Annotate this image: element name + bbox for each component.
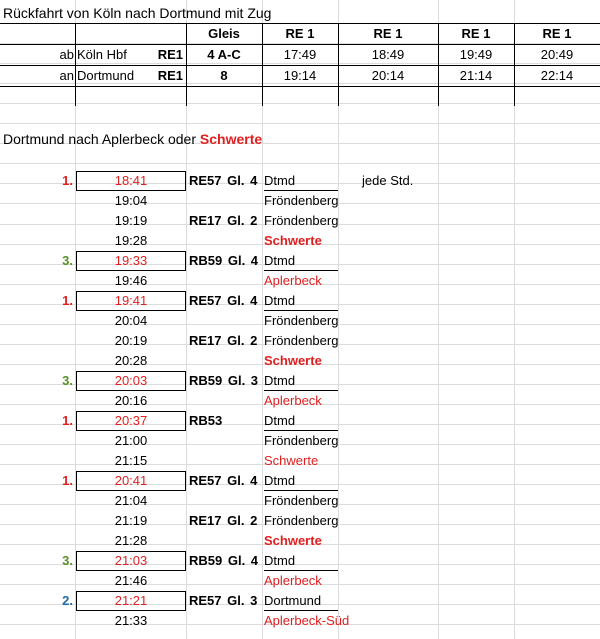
dep-time-2: 18:49 <box>371 47 405 62</box>
departure-time: 19:28 <box>114 233 148 248</box>
destination: Schwerte <box>264 533 322 548</box>
train-line: RB59 Gl. 4 <box>189 253 259 268</box>
connection-number: 2. <box>62 593 73 608</box>
connection-number <box>0 191 73 211</box>
destination: Schwerte <box>264 353 322 368</box>
departure-time: 21:46 <box>114 573 148 588</box>
connection-number <box>0 431 73 451</box>
destination: Dortmund <box>264 591 338 611</box>
connection-number <box>0 351 73 371</box>
destination: Schwerte <box>264 233 322 248</box>
departure-time: 20:28 <box>114 353 148 368</box>
row-station-koeln: Köln Hbf <box>77 47 127 62</box>
train-line: RE57 Gl. 4 <box>189 473 258 488</box>
destination: Fröndenberg <box>264 433 339 448</box>
connection-number: 1. <box>62 413 73 428</box>
departure-time: 20:19 <box>114 333 148 348</box>
destination: Schwerte <box>264 453 319 468</box>
connection-number <box>0 391 73 411</box>
header-gleis: Gleis <box>208 26 240 41</box>
destination: Fröndenberg <box>264 493 339 508</box>
dep-time-1: 17:49 <box>283 47 317 62</box>
departure-time: 21:15 <box>114 453 148 468</box>
connection-number <box>0 531 73 551</box>
destination: Fröndenberg <box>264 313 339 328</box>
connection-number <box>0 271 73 291</box>
connection-number <box>0 571 73 591</box>
row-dir-an: an <box>59 68 74 83</box>
destination: Dtmd <box>264 551 338 571</box>
connection-number <box>0 211 73 231</box>
departure-time: 21:21 <box>76 591 186 611</box>
section-title <box>3 129 262 149</box>
destination: Dtmd <box>264 291 338 311</box>
departure-time: 20:03 <box>76 371 186 391</box>
destination: Fröndenberg <box>264 333 339 348</box>
connection-number: 3. <box>62 553 73 568</box>
destination: Dtmd <box>264 471 338 491</box>
dep-time-3: 19:49 <box>459 47 493 62</box>
header-train-3: RE 1 <box>461 26 491 41</box>
train-line: RB53 <box>189 413 223 428</box>
arr-time-3: 21:14 <box>459 68 493 83</box>
train-line: RE17 Gl. 2 <box>189 333 258 348</box>
departure-time: 20:04 <box>114 313 148 328</box>
arr-time-4: 22:14 <box>540 68 574 83</box>
connection-number: 1. <box>62 173 73 188</box>
header-train-2: RE 1 <box>373 26 403 41</box>
departure-time: 19:41 <box>76 291 186 311</box>
departure-time: 21:19 <box>114 513 148 528</box>
destination: Dtmd <box>264 251 338 271</box>
train-line: RE57 Gl. 4 <box>189 173 258 188</box>
departure-time: 20:37 <box>76 411 186 431</box>
destination: Fröndenberg <box>264 513 339 528</box>
departure-time: 19:46 <box>114 273 148 288</box>
train-line: RE17 Gl. 2 <box>189 213 258 228</box>
connection-number: 3. <box>62 373 73 388</box>
connection-number <box>0 451 73 471</box>
connection-number <box>0 611 73 631</box>
train-line: RE57 Gl. 3 <box>189 593 258 608</box>
departure-time: 21:03 <box>76 551 186 571</box>
departure-time: 19:04 <box>114 193 148 208</box>
row-line-2: RE1 <box>157 68 183 83</box>
row-dir-ab: ab <box>59 47 74 62</box>
departure-time: 21:28 <box>114 533 148 548</box>
departure-time: 20:41 <box>76 471 186 491</box>
departure-time: 21:00 <box>114 433 148 448</box>
section-title-highlight: Schwerte <box>199 131 263 147</box>
sheet-title: Rückfahrt von Köln nach Dortmund mit Zug <box>3 5 272 21</box>
departure-time: 20:16 <box>114 393 148 408</box>
connection-number <box>0 311 73 331</box>
connection-number <box>0 231 73 251</box>
connection-number: 1. <box>62 293 73 308</box>
arr-time-1: 19:14 <box>283 68 317 83</box>
destination: Aplerbeck <box>264 273 322 288</box>
departure-time: 19:19 <box>114 213 148 228</box>
destination: Dtmd <box>264 171 338 191</box>
row-gleis-1: 4 A-C <box>207 47 241 62</box>
header-train-1: RE 1 <box>285 26 315 41</box>
destination: Aplerbeck <box>264 573 322 588</box>
connection-number <box>0 331 73 351</box>
row-gleis-2: 8 <box>220 68 228 83</box>
connection-number <box>0 511 73 531</box>
destination: Aplerbeck <box>264 393 322 408</box>
row-line-1: RE1 <box>157 47 183 62</box>
departure-time: 19:33 <box>76 251 186 271</box>
train-line: RB59 Gl. 3 <box>189 373 259 388</box>
connection-number: 1. <box>62 473 73 488</box>
header-train-4: RE 1 <box>542 26 572 41</box>
destination: Fröndenberg <box>264 193 339 208</box>
departure-time: 18:41 <box>76 171 186 191</box>
section-title-prefix: Dortmund nach Aplerbeck oder <box>3 131 200 147</box>
departure-time: 21:04 <box>114 493 148 508</box>
destination: Dtmd <box>264 371 338 391</box>
connection-number <box>0 491 73 511</box>
destination: Fröndenberg <box>264 213 339 228</box>
arr-time-2: 20:14 <box>371 68 405 83</box>
row-station-dortmund: Dortmund <box>77 68 135 83</box>
departure-time: 21:33 <box>114 613 148 628</box>
destination: Dtmd <box>264 411 338 431</box>
train-line: RB59 Gl. 4 <box>189 553 259 568</box>
connection-number: 3. <box>62 253 73 268</box>
destination: Aplerbeck-Süd <box>264 613 350 628</box>
dep-time-4: 20:49 <box>540 47 574 62</box>
train-line: RE57 Gl. 4 <box>189 293 258 308</box>
frequency-note: jede Std. <box>362 173 414 188</box>
train-line: RE17 Gl. 2 <box>189 513 258 528</box>
